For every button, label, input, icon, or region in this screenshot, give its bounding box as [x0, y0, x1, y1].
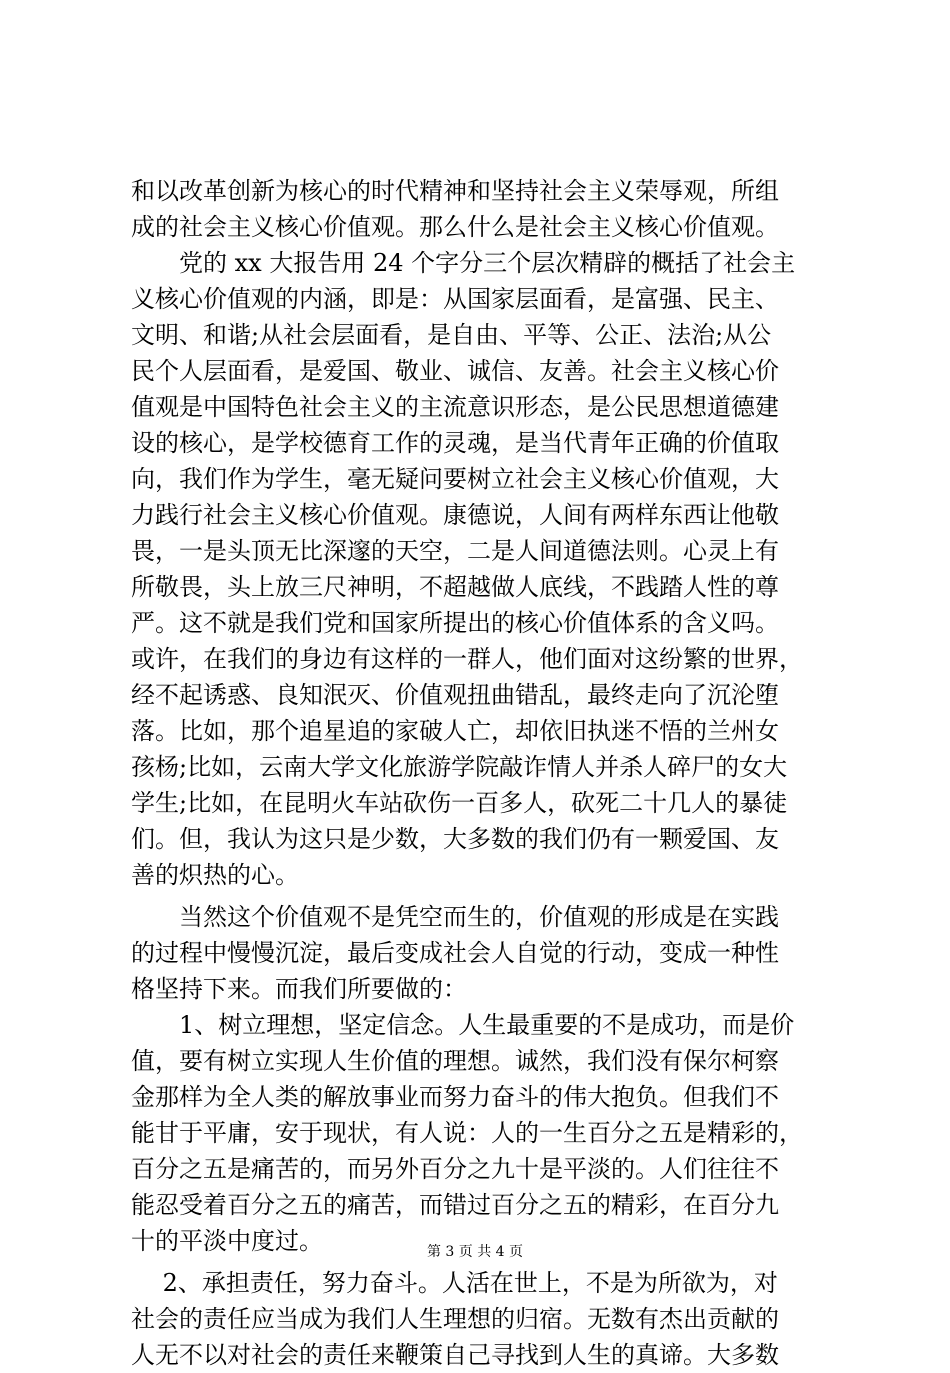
text-line: 格坚持下来。而我们所要做的：: [131, 975, 467, 1003]
text-line: 能忍受着百分之五的痛苦，而错过百分之五的精彩，在百分九: [131, 1191, 779, 1219]
text-line: 人无不以对社会的责任来鞭策自己寻找到人生的真谛。大多数: [131, 1341, 779, 1369]
text-line: 党的 xx 大报告用 24 个字分三个层次精辟的概括了社会主: [131, 249, 796, 277]
text-line: 学生;比如，在昆明火车站砍伤一百多人，砍死二十几人的暴徒: [131, 789, 788, 817]
text-line: 经不起诱惑、良知泯灭、价值观扭曲错乱，最终走向了沉沦堕: [131, 681, 779, 709]
text-line: 畏，一是头顶无比深邃的天空，二是人间道德法则。心灵上有: [131, 537, 779, 565]
text-line: 或许，在我们的身边有这样的一群人，他们面对这纷繁的世界，: [131, 645, 803, 673]
text-line: 落。比如，那个追星追的家破人亡，却依旧执迷不悟的兰州女: [131, 717, 779, 745]
text-line: 严。这不就是我们党和国家所提出的核心价值体系的含义吗。: [131, 609, 779, 637]
text-line: 向，我们作为学生，毫无疑问要树立社会主义核心价值观，大: [131, 465, 779, 493]
text-line: 社会的责任应当成为我们人生理想的归宿。无数有杰出贡献的: [131, 1305, 779, 1333]
body-text: [131, 173, 831, 1373]
text-line: 成的社会主义核心价值观。那么什么是社会主义核心价值观。: [131, 213, 779, 241]
text-line: 孩杨;比如，云南大学文化旅游学院敲诈情人并杀人碎尸的女大: [131, 753, 788, 781]
text-line: 值观是中国特色社会主义的主流意识形态，是公民思想道德建: [131, 393, 779, 421]
text-line: 所敬畏，头上放三尺神明，不超越做人底线，不践踏人性的尊: [131, 573, 779, 601]
text-line: 力践行社会主义核心价值观。康德说，人间有两样东西让他敬: [131, 501, 779, 529]
text-line: 金那样为全人类的解放事业而努力奋斗的伟大抱负。但我们不: [131, 1083, 779, 1111]
text-line: 百分之五是痛苦的，而另外百分之九十是平淡的。人们往往不: [131, 1155, 779, 1183]
text-line: 当然这个价值观不是凭空而生的，价值观的形成是在实践: [131, 903, 779, 931]
text-line: 文明、和谐;从社会层面看，是自由、平等、公正、法治;从公: [131, 321, 772, 349]
text-line: 和以改革创新为核心的时代精神和坚持社会主义荣辱观，所组: [131, 177, 779, 205]
text-line: 1、树立理想，坚定信念。人生最重要的不是成功，而是价: [131, 1011, 795, 1039]
text-line: 民个人层面看，是爱国、敬业、诚信、友善。社会主义核心价: [131, 357, 779, 385]
text-line: 值，要有树立实现人生价值的理想。诚然，我们没有保尔柯察: [131, 1047, 779, 1075]
text-line: 的过程中慢慢沉淀，最后变成社会人自觉的行动，变成一种性: [131, 939, 779, 967]
text-line: 设的核心，是学校德育工作的灵魂，是当代青年正确的价值取: [131, 429, 779, 457]
text-line: 2、承担责任，努力奋斗。人活在世上，不是为所欲为，对: [131, 1269, 778, 1297]
text-line: 十的平淡中度过。: [131, 1227, 323, 1255]
text-line: 能甘于平庸，安于现状，有人说：人的一生百分之五是精彩的，: [131, 1119, 803, 1147]
text-line: 们。但，我认为这只是少数，大多数的我们仍有一颗爱国、友: [131, 825, 779, 853]
text-line: 义核心价值观的内涵，即是：从国家层面看，是富强、民主、: [131, 285, 779, 313]
text-line: 善的炽热的心。: [131, 861, 299, 889]
page-number-footer: 第 3 页 共 4 页: [426, 1244, 524, 1260]
